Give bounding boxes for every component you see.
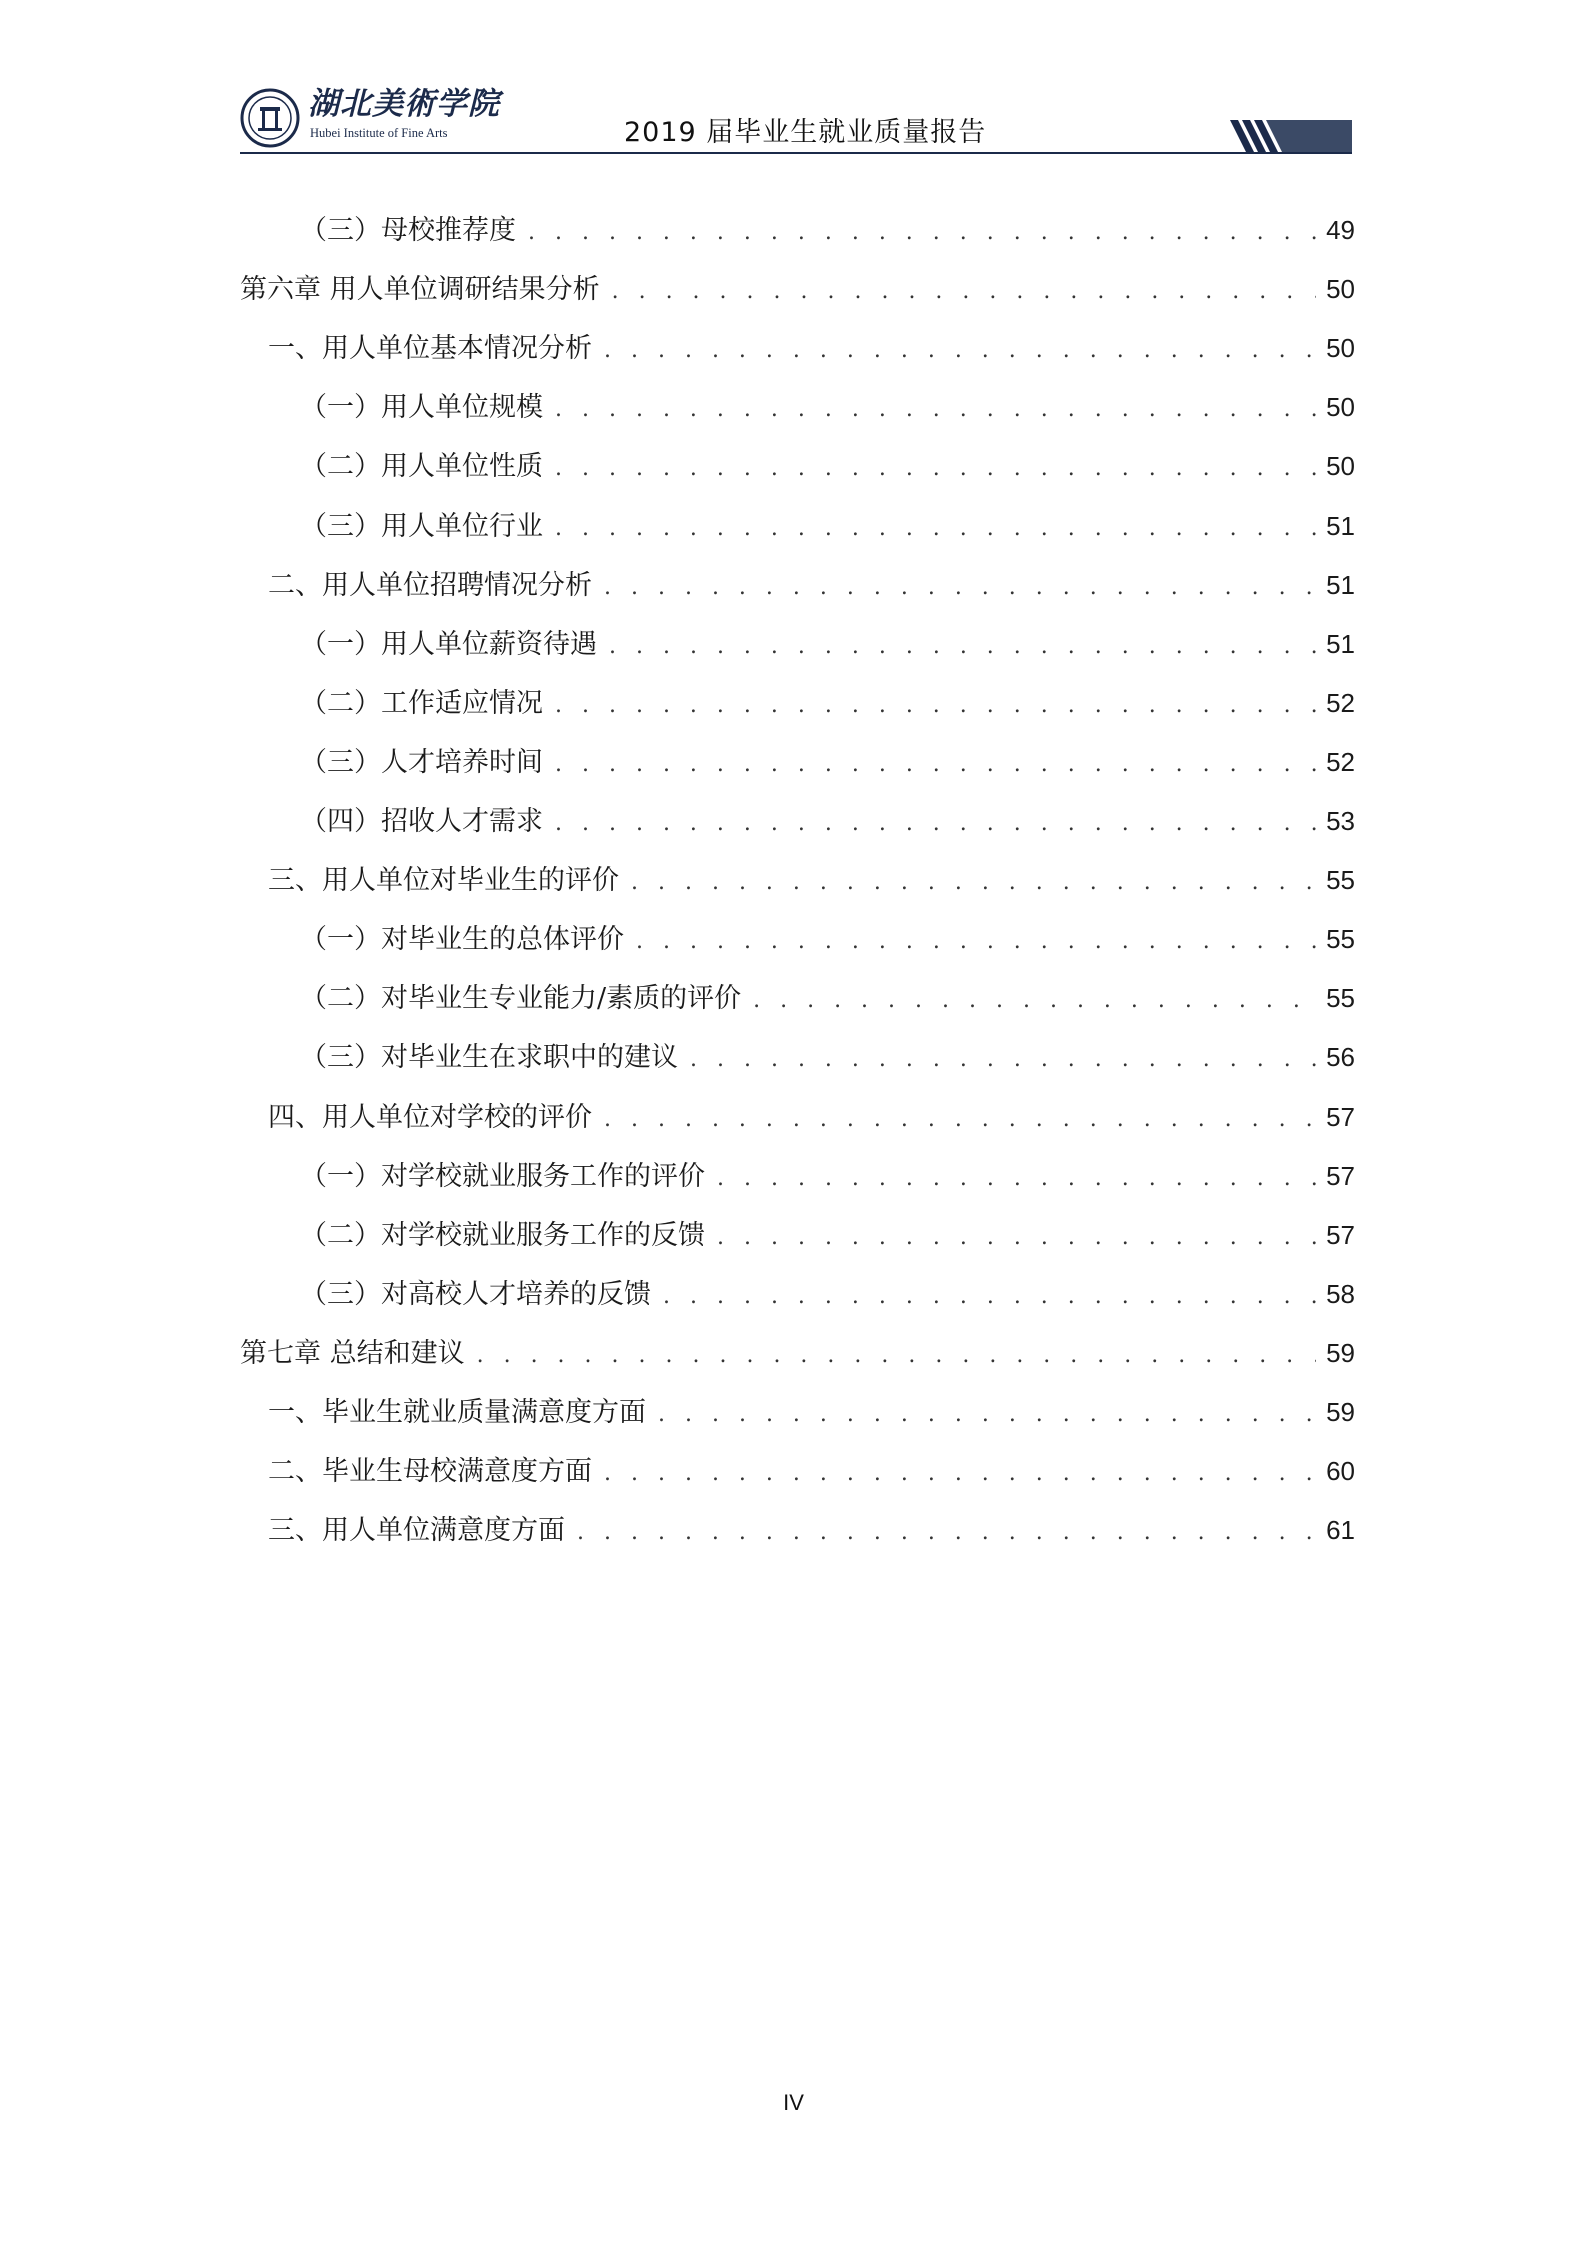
toc-dot-leader — [753, 981, 1316, 1021]
toc-dot-leader — [609, 627, 1316, 667]
toc-entry-page: 55 — [1326, 983, 1355, 1014]
toc-dot-leader — [555, 449, 1316, 489]
toc-entry[interactable] — [268, 1392, 1355, 1432]
toc-entry[interactable] — [300, 506, 1355, 546]
toc-dot-leader — [631, 863, 1316, 903]
toc-entry[interactable] — [300, 742, 1355, 782]
toc-dot-leader — [612, 272, 1316, 312]
toc-entry-label: 三、用人单位对毕业生的评价 — [268, 865, 619, 897]
toc-entry-label: （三）对毕业生在求职中的建议 — [300, 1042, 678, 1074]
toc-dot-leader — [658, 1395, 1316, 1435]
page-number: IV — [783, 2090, 804, 2115]
toc-entry-page: 50 — [1326, 274, 1355, 305]
toc-entry[interactable] — [300, 210, 1355, 250]
toc-entry-label: 三、用人单位满意度方面 — [268, 1515, 565, 1547]
toc-dot-leader — [604, 331, 1316, 371]
toc-entry-page: 52 — [1326, 687, 1355, 718]
toc-entry-label: （三）对高校人才培养的反馈 — [300, 1278, 651, 1310]
toc-entry-page: 52 — [1326, 746, 1355, 777]
toc-entry[interactable] — [300, 683, 1355, 723]
report-title: 2019 届毕业生就业质量报告 — [624, 117, 987, 148]
toc-dot-leader — [717, 1218, 1316, 1258]
toc-dot-leader — [555, 804, 1316, 844]
toc-dot-leader — [690, 1040, 1316, 1080]
toc-entry-page: 58 — [1326, 1278, 1355, 1309]
toc-entry-page: 51 — [1326, 628, 1355, 659]
toc-entry[interactable] — [300, 978, 1355, 1018]
toc-entry-page: 50 — [1326, 392, 1355, 423]
toc-entry-label: 第七章 总结和建议 — [240, 1337, 465, 1369]
toc-dot-leader — [604, 1100, 1316, 1140]
toc-entry-page: 55 — [1326, 924, 1355, 955]
school-name-cn: 湖北美術学院 — [308, 86, 500, 122]
toc-dot-leader — [577, 1513, 1316, 1553]
toc-entry-page: 53 — [1326, 806, 1355, 836]
university-seal-icon — [240, 88, 300, 148]
toc-entry[interactable] — [268, 860, 1355, 900]
toc-entry-label: 一、毕业生就业质量满意度方面 — [268, 1397, 646, 1428]
toc-entry-page: 61 — [1326, 1515, 1355, 1546]
toc-dot-leader — [555, 745, 1316, 785]
toc-entry[interactable] — [268, 1097, 1355, 1137]
toc-entry-page: 57 — [1326, 1219, 1355, 1250]
toc-entry[interactable] — [300, 801, 1355, 841]
toc-entry-label: （二）用人单位性质 — [300, 451, 543, 483]
toc-entry-label: （一）对学校就业服务工作的评价 — [300, 1160, 705, 1192]
school-name-en: Hubei Institute of Fine Arts — [310, 126, 448, 140]
header-divider — [240, 152, 1352, 154]
toc-entry-label: （二）对毕业生专业能力/素质的评价 — [300, 983, 742, 1015]
toc-entry[interactable] — [240, 269, 1355, 309]
toc-entry[interactable] — [268, 1510, 1355, 1550]
toc-entry[interactable] — [268, 565, 1355, 605]
toc-entry-label: （三）用人单位行业 — [300, 510, 543, 542]
toc-entry-label: （二）工作适应情况 — [300, 687, 543, 719]
toc-entry-page: 56 — [1326, 1042, 1355, 1073]
toc-entry[interactable] — [300, 919, 1355, 959]
toc-entry-page: 55 — [1326, 865, 1355, 896]
toc-entry-label: 第六章 用人单位调研结果分析 — [240, 274, 600, 306]
toc-dot-leader — [555, 390, 1316, 430]
toc-dot-leader — [528, 213, 1316, 253]
page-header — [240, 80, 1352, 158]
toc-entry-label: （一）用人单位规模 — [300, 392, 543, 424]
toc-entry-page: 51 — [1326, 510, 1355, 541]
toc-entry[interactable] — [268, 328, 1355, 368]
toc-entry-label: （一）对毕业生的总体评价 — [300, 924, 624, 956]
toc-dot-leader — [604, 568, 1316, 608]
toc-entry-page: 59 — [1326, 1397, 1355, 1427]
toc-entry-label: （二）对学校就业服务工作的反馈 — [300, 1219, 705, 1251]
toc-dot-leader — [663, 1277, 1316, 1317]
toc-entry-page: 60 — [1326, 1456, 1355, 1487]
toc-entry-page: 59 — [1326, 1337, 1355, 1368]
toc-entry[interactable] — [300, 1215, 1355, 1255]
toc-entry-page: 57 — [1326, 1160, 1355, 1191]
toc-dot-leader — [477, 1336, 1316, 1376]
toc-entry[interactable] — [268, 1451, 1355, 1491]
toc-entry-label: （一）用人单位薪资待遇 — [300, 628, 597, 660]
toc-entry-label: （四）招收人才需求 — [300, 806, 543, 837]
toc-entry-label: 四、用人单位对学校的评价 — [268, 1101, 592, 1133]
toc-entry[interactable] — [300, 1274, 1355, 1314]
toc-dot-leader — [636, 922, 1316, 962]
toc-entry-page: 51 — [1326, 569, 1355, 600]
toc-entry-label: 一、用人单位基本情况分析 — [268, 333, 592, 365]
toc-dot-leader — [604, 1454, 1316, 1494]
toc-entry[interactable] — [300, 387, 1355, 427]
toc-entry-label: 二、用人单位招聘情况分析 — [268, 569, 592, 601]
toc-dot-leader — [555, 509, 1316, 549]
toc-entry-page: 49 — [1326, 215, 1355, 245]
toc-entry[interactable] — [300, 624, 1355, 664]
decorative-stripes-icon — [1230, 120, 1352, 152]
toc-entry-page: 57 — [1326, 1101, 1355, 1132]
toc-entry-label: （三）母校推荐度 — [300, 215, 516, 246]
toc-entry[interactable] — [300, 446, 1355, 486]
toc-dot-leader — [555, 686, 1316, 726]
toc-entry-page: 50 — [1326, 333, 1355, 364]
toc-entry[interactable] — [240, 1333, 1355, 1373]
toc-entry-label: （三）人才培养时间 — [300, 746, 543, 778]
toc-entry-page: 50 — [1326, 451, 1355, 482]
toc-entry[interactable] — [300, 1156, 1355, 1196]
toc-entry[interactable] — [300, 1037, 1355, 1077]
toc-dot-leader — [717, 1159, 1316, 1199]
toc-entry-label: 二、毕业生母校满意度方面 — [268, 1456, 592, 1488]
